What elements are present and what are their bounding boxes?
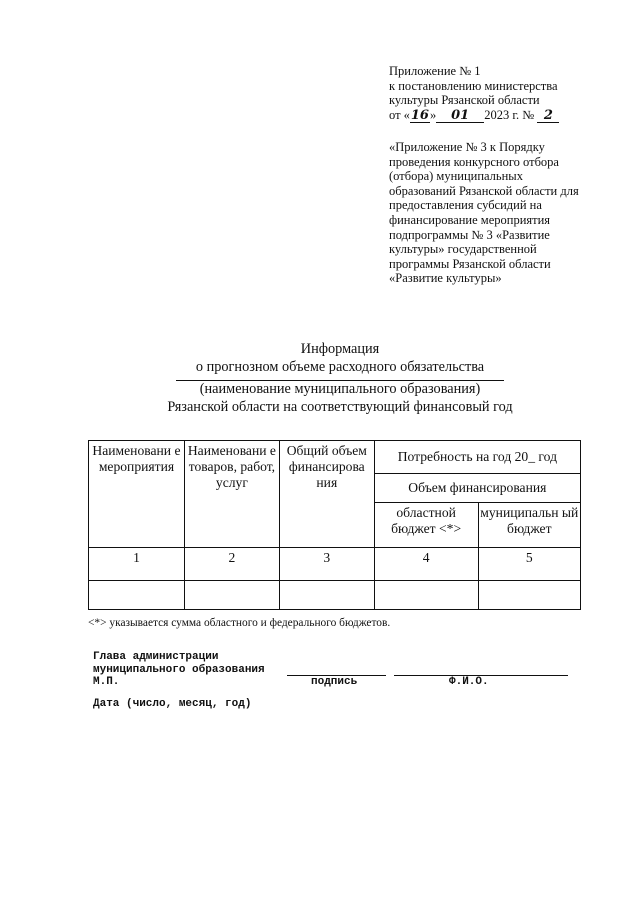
column-number: 4 (374, 548, 478, 581)
signature-caption: подпись (311, 676, 358, 688)
date-year: 2023 г. № (484, 107, 535, 122)
header-event-name: Наименовани е мероприятия (89, 441, 185, 548)
column-number: 5 (478, 548, 580, 581)
handwritten-day: 16 (410, 107, 429, 123)
empty-cell (374, 581, 478, 610)
header-goods-name: Наименовани е товаров, работ, услуг (184, 441, 279, 548)
order-appendix-block (389, 140, 621, 286)
date-mid: » (429, 107, 437, 122)
handwritten-number: 2 (537, 109, 559, 123)
date-prefix: от « (389, 107, 410, 122)
fio-caption: Ф.И.О. (449, 676, 489, 688)
document-title (140, 341, 540, 416)
empty-cell (279, 581, 374, 610)
order-line: предоставления субсидий на (389, 198, 542, 213)
order-line: (отбора) муниципальных (389, 169, 523, 184)
header-total-volume: Общий объем финансирова ния (279, 441, 374, 548)
order-line: проведения конкурсного отбора (389, 154, 559, 169)
stamp-place-label: М.П. (93, 676, 120, 688)
appendix-line-3: культуры Рязанской области (389, 93, 540, 108)
table-row (89, 548, 581, 581)
column-number: 1 (89, 548, 185, 581)
order-line: подпрограммы № 3 «Развитие (389, 227, 550, 242)
header-need-per-year: Потребность на год 20_ год (374, 441, 580, 474)
order-line: культуры» государственной (389, 242, 537, 257)
header-regional-budget: областной бюджет <*> (374, 503, 478, 548)
signature-title: Глава администрации (93, 651, 219, 663)
financing-table (88, 440, 581, 610)
footnote: <*> указывается сумма областного и федерального бюджетов. (88, 617, 391, 629)
title-line-1: Информация (300, 341, 380, 357)
appendix-line-2: к постановлению министерства (389, 78, 558, 93)
title-line-2: о прогнозном объеме расходного обязательства (195, 358, 485, 375)
order-line: «Развитие культуры» (389, 271, 502, 286)
signature-line-2 (93, 664, 265, 677)
title-line-3: (наименование муниципального образования) (199, 381, 481, 398)
date-line: Дата (число, месяц, год) (93, 698, 252, 710)
empty-cell (478, 581, 580, 610)
order-line: финансирование мероприятия (389, 212, 551, 227)
signature-line-1 (93, 651, 265, 664)
empty-cell (184, 581, 279, 610)
appendix-line-1: Приложение № 1 (389, 64, 481, 78)
column-number: 3 (279, 548, 374, 581)
signature-block (93, 651, 489, 689)
table-row (89, 581, 581, 610)
signature-organization: муниципального образования (93, 663, 265, 676)
title-line-4: Рязанской области на соответствующий финансовый год (167, 398, 513, 415)
appendix-date-line (389, 108, 619, 123)
column-number: 2 (184, 548, 279, 581)
header-municipal-budget: муниципальн ый бюджет (478, 503, 580, 548)
order-line: программы Рязанской области (389, 256, 551, 271)
empty-cell (89, 581, 185, 610)
order-line: образований Рязанской области для (389, 183, 579, 198)
header-financing-volume: Объем финансирования (374, 474, 580, 503)
handwritten-month: 01 (436, 109, 484, 123)
order-line: «Приложение № 3 к Порядку (389, 140, 545, 154)
signature-line-3 (93, 676, 489, 689)
appendix-block (389, 64, 619, 123)
